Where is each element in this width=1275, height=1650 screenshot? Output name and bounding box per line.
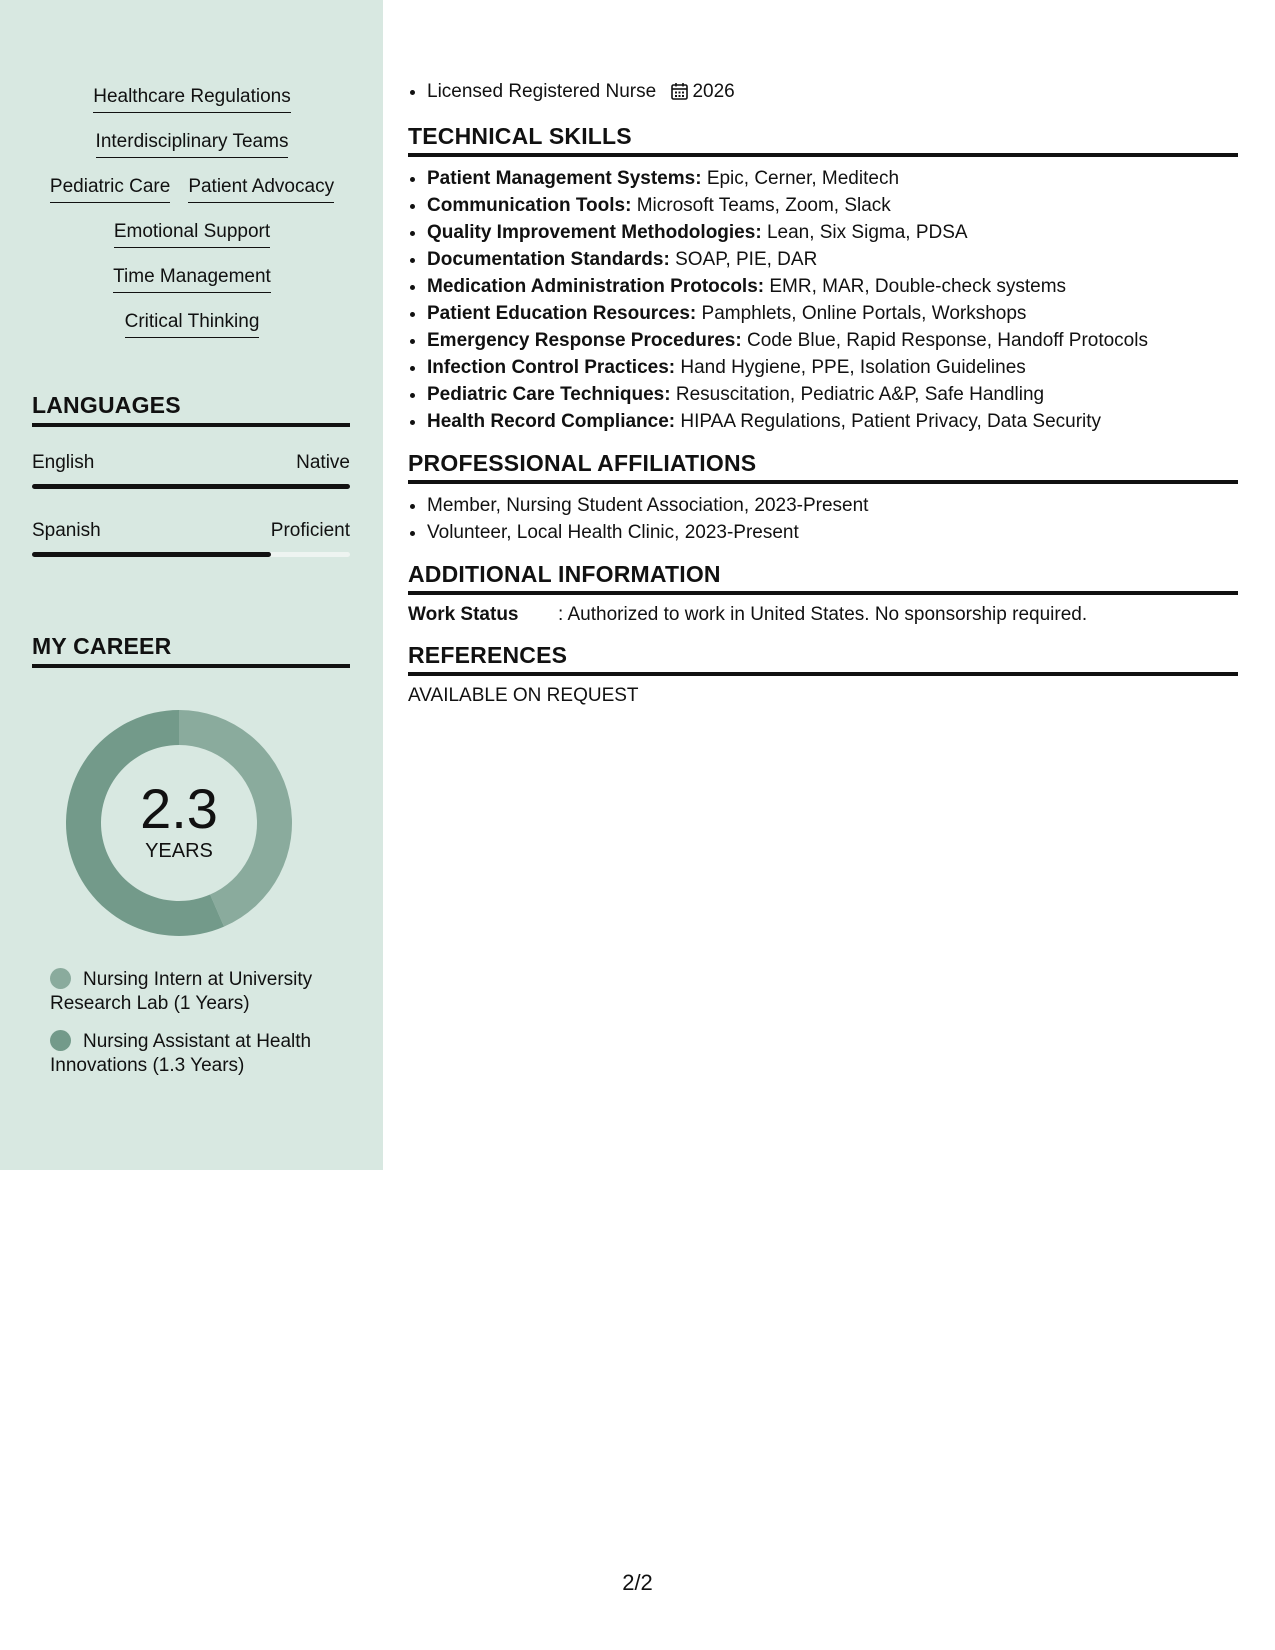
references-heading: REFERENCES [408, 641, 1238, 676]
technical-skill-value: Code Blue, Rapid Response, Handoff Protocols [746, 330, 1148, 351]
references-text: AVAILABLE ON REQUEST [408, 685, 639, 706]
technical-skill-item [427, 300, 1238, 327]
language-bar [32, 484, 350, 489]
license-item [427, 78, 1238, 108]
technical-skill-item [427, 192, 1238, 219]
main-content [408, 78, 1238, 708]
skill-tag: Pediatric Care [50, 176, 170, 203]
career-heading: MY CAREER [32, 632, 350, 668]
skills-row [32, 266, 352, 311]
career-legend-item [50, 1030, 350, 1078]
career-legend-label: Nursing Assistant at Health Innovations (1.3 Years) [50, 1031, 312, 1076]
skills-row [32, 86, 352, 131]
technical-skill-label: Patient Management Systems: [427, 168, 702, 189]
skill-tag: Critical Thinking [125, 311, 260, 338]
technical-skill-label: Health Record Compliance: [427, 411, 676, 432]
technical-skill-value: Resuscitation, Pediatric A&P, Safe Handling [675, 384, 1045, 405]
skill-tag: Patient Advocacy [188, 176, 334, 203]
language-name: Spanish [32, 520, 101, 541]
language-item-spanish [32, 520, 350, 557]
technical-skill-item [427, 273, 1238, 300]
skill-tag: Time Management [113, 266, 271, 293]
page-number: 2/2 [622, 1570, 653, 1595]
technical-skill-value: SOAP, PIE, DAR [675, 249, 818, 270]
technical-skill-value: Hand Hygiene, PPE, Isolation Guidelines [680, 357, 1026, 378]
career-legend [50, 968, 350, 1092]
technical-skill-item [427, 354, 1238, 381]
affiliation-item: • Member, Nursing Student Association, 2023-Present [427, 492, 1238, 519]
additional-info-heading: ADDITIONAL INFORMATION [408, 560, 1238, 595]
language-bar-fill [32, 552, 271, 557]
calendar-icon [671, 81, 688, 108]
affiliation-item: • Volunteer, Local Health Clinic, 2023-Present [427, 519, 1238, 546]
technical-skill-item [427, 219, 1238, 246]
skill-tag: Emotional Support [114, 221, 270, 248]
language-level: Proficient [270, 520, 350, 541]
technical-skill-label: Quality Improvement Methodologies: [427, 222, 762, 243]
license-list [408, 78, 1238, 108]
skills-row [32, 131, 352, 176]
license-year: 2026 [692, 81, 735, 102]
technical-skill-value: Lean, Six Sigma, PDSA [766, 222, 968, 243]
language-name: English [32, 452, 95, 473]
skill-tag: Interdisciplinary Teams [96, 131, 289, 158]
skills-row [32, 311, 352, 356]
legend-dot [50, 968, 71, 989]
skills-row [32, 176, 352, 221]
sidebar [0, 0, 383, 1170]
technical-skill-label: Infection Control Practices: [427, 357, 676, 378]
skills-row [32, 221, 352, 266]
career-total-unit: YEARS [145, 840, 213, 862]
career-legend-label: Nursing Intern at University Research Lab (1 Years) [50, 969, 313, 1014]
skill-tag: Healthcare Regulations [93, 86, 291, 113]
languages-heading: LANGUAGES [32, 391, 350, 427]
technical-skill-item [427, 246, 1238, 273]
technical-skills-heading: TECHNICAL SKILLS [408, 122, 1238, 157]
career-total-value: 2.3 [140, 777, 218, 840]
technical-skill-value: Pamphlets, Online Portals, Workshops [701, 303, 1027, 324]
work-status-row [408, 603, 1238, 627]
technical-skill-label: Medication Administration Protocols: [427, 276, 765, 297]
license-text: Licensed Registered Nurse [427, 81, 657, 102]
work-status-value: : Authorized to work in United States. No sponsorship required. [558, 604, 1088, 625]
career-legend-item [50, 968, 350, 1016]
career-donut-chart [64, 708, 294, 938]
technical-skill-item [427, 165, 1238, 192]
technical-skill-value: Epic, Cerner, Meditech [706, 168, 900, 189]
technical-skills-list [408, 165, 1238, 435]
technical-skill-item [427, 327, 1238, 354]
technical-skill-label: Pediatric Care Techniques: [427, 384, 671, 405]
technical-skill-value: Microsoft Teams, Zoom, Slack [636, 195, 891, 216]
work-status-label: Work Status [408, 604, 519, 625]
technical-skill-value: EMR, MAR, Double-check systems [769, 276, 1067, 297]
technical-skill-label: Emergency Response Procedures: [427, 330, 742, 351]
technical-skill-label: Documentation Standards: [427, 249, 670, 270]
technical-skill-item [427, 408, 1238, 435]
affiliations-list [408, 492, 1238, 546]
technical-skill-label: Communication Tools: [427, 195, 632, 216]
language-bar [32, 552, 350, 557]
language-item-english [32, 452, 350, 489]
technical-skill-item [427, 381, 1238, 408]
affiliations-heading: PROFESSIONAL AFFILIATIONS [408, 449, 1238, 484]
technical-skill-label: Patient Education Resources: [427, 303, 697, 324]
language-level: Native [296, 452, 350, 473]
technical-skill-value: HIPAA Regulations, Patient Privacy, Data Security [680, 411, 1102, 432]
legend-dot [50, 1030, 71, 1051]
skills-list [32, 86, 352, 356]
language-bar-fill [32, 484, 350, 489]
